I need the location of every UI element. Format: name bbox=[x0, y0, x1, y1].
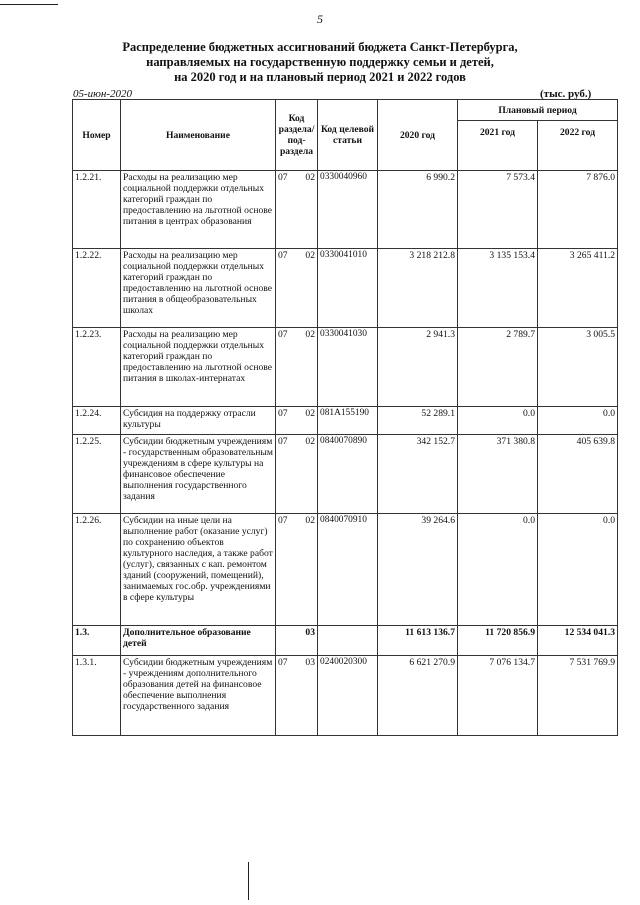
row-number: 1.2.25. bbox=[73, 435, 121, 514]
row-name: Дополнительное образование детей bbox=[121, 626, 276, 656]
row-article-code bbox=[318, 626, 378, 656]
row-value-2021: 371 380.8 bbox=[458, 435, 538, 514]
header-planned-period: Плановый период bbox=[458, 100, 618, 121]
header-name: Наименование bbox=[121, 100, 276, 171]
table-row bbox=[73, 656, 618, 736]
row-subsection: 03 bbox=[296, 656, 318, 736]
row-value-2020: 3 218 212.8 bbox=[378, 249, 458, 328]
row-value-2020: 2 941.3 bbox=[378, 328, 458, 407]
header-year-2021: 2021 год bbox=[458, 121, 538, 171]
row-value-2022: 0.0 bbox=[538, 407, 618, 435]
row-value-2021: 0.0 bbox=[458, 407, 538, 435]
row-number: 1.2.26. bbox=[73, 514, 121, 626]
row-value-2021: 11 720 856.9 bbox=[458, 626, 538, 656]
row-value-2021: 3 135 153.4 bbox=[458, 249, 538, 328]
row-value-2022: 405 639.8 bbox=[538, 435, 618, 514]
row-number: 1.2.23. bbox=[73, 328, 121, 407]
table-row bbox=[73, 435, 618, 514]
row-section: 07 bbox=[276, 435, 296, 514]
table-row bbox=[73, 407, 618, 435]
row-value-2022: 3 265 411.2 bbox=[538, 249, 618, 328]
row-name: Субсидии бюджетным учреждениям - учреждениям дополнительного образования детей на финансовое обеспечение выполнения государственного задания bbox=[121, 656, 276, 736]
table-row bbox=[73, 328, 618, 407]
top-rule bbox=[0, 4, 58, 5]
table-row bbox=[73, 249, 618, 328]
row-section: 07 bbox=[276, 328, 296, 407]
row-value-2021: 7 076 134.7 bbox=[458, 656, 538, 736]
row-subsection: 02 bbox=[296, 171, 318, 249]
row-value-2021: 2 789.7 bbox=[458, 328, 538, 407]
header-section-code: Код раздела/ под-раздела bbox=[276, 100, 318, 171]
row-section bbox=[276, 626, 296, 656]
binding-mark bbox=[248, 862, 249, 900]
row-number: 1.3.1. bbox=[73, 656, 121, 736]
row-name: Субсидии бюджетным учреждениям - государственным образовательным учреждениям в сфере культуры на финансовое обеспечение выполнения государственного задания bbox=[121, 435, 276, 514]
header-article-code: Код целевой статьи bbox=[318, 100, 378, 171]
table-row bbox=[73, 626, 618, 656]
row-section: 07 bbox=[276, 171, 296, 249]
row-value-2022: 0.0 bbox=[538, 514, 618, 626]
row-section: 07 bbox=[276, 514, 296, 626]
units-label: (тыс. руб.) bbox=[540, 88, 592, 100]
row-number: 1.2.22. bbox=[73, 249, 121, 328]
row-subsection: 03 bbox=[296, 626, 318, 656]
row-value-2021: 7 573.4 bbox=[458, 171, 538, 249]
row-section: 07 bbox=[276, 249, 296, 328]
row-subsection: 02 bbox=[296, 435, 318, 514]
table-body bbox=[73, 171, 618, 736]
row-value-2020: 39 264.6 bbox=[378, 514, 458, 626]
row-article-code: 081A155190 bbox=[318, 407, 378, 435]
row-article-code: 0330040960 bbox=[318, 171, 378, 249]
row-subsection: 02 bbox=[296, 249, 318, 328]
row-subsection: 02 bbox=[296, 328, 318, 407]
budget-table bbox=[72, 99, 618, 736]
row-article-code: 0330041030 bbox=[318, 328, 378, 407]
row-name: Субсидии на иные цели на выполнение работ (оказание услуг) по сохранению объектов культурного наследия, а также работ (услуг), связанных с кап. ремонтом зданий (сооружений, помещений), занимаемых гос.обр. учреждениями в сфере культуры bbox=[121, 514, 276, 626]
row-value-2022: 7 876.0 bbox=[538, 171, 618, 249]
table-row bbox=[73, 514, 618, 626]
title-line-2: направляемых на государственную поддержку семьи и детей, bbox=[146, 55, 494, 69]
header-number: Номер bbox=[73, 100, 121, 171]
row-section: 07 bbox=[276, 407, 296, 435]
page-number: 5 bbox=[317, 12, 323, 26]
row-section: 07 bbox=[276, 656, 296, 736]
row-subsection: 02 bbox=[296, 407, 318, 435]
document-date: 05-июн-2020 bbox=[73, 88, 133, 100]
row-value-2021: 0.0 bbox=[458, 514, 538, 626]
row-article-code: 0840070910 bbox=[318, 514, 378, 626]
row-value-2020: 11 613 136.7 bbox=[378, 626, 458, 656]
row-value-2022: 7 531 769.9 bbox=[538, 656, 618, 736]
row-value-2020: 6 990.2 bbox=[378, 171, 458, 249]
title-line-1: Распределение бюджетных ассигнований бюджета Санкт-Петербурга, bbox=[122, 40, 518, 54]
table-row bbox=[73, 171, 618, 249]
document-title bbox=[0, 40, 640, 85]
row-value-2022: 3 005.5 bbox=[538, 328, 618, 407]
row-number: 1.3. bbox=[73, 626, 121, 656]
row-value-2020: 342 152.7 bbox=[378, 435, 458, 514]
row-name: Субсидия на поддержку отрасли культуры bbox=[121, 407, 276, 435]
row-name: Расходы на реализацию мер социальной поддержки отдельных категорий граждан по предоставлению на льготной основе питания в общеобразовательных школах bbox=[121, 249, 276, 328]
row-name: Расходы на реализацию мер социальной поддержки отдельных категорий граждан по предоставлению на льготной основе питания в школах-интернатах bbox=[121, 328, 276, 407]
title-line-3: на 2020 год и на плановый период 2021 и 2022 годов bbox=[174, 70, 466, 84]
header-year-2020: 2020 год bbox=[378, 100, 458, 171]
row-name: Расходы на реализацию мер социальной поддержки отдельных категорий граждан по предоставлению на льготной основе питания в центрах образования bbox=[121, 171, 276, 249]
row-article-code: 0330041010 bbox=[318, 249, 378, 328]
row-number: 1.2.24. bbox=[73, 407, 121, 435]
row-value-2022: 12 534 041.3 bbox=[538, 626, 618, 656]
row-article-code: 0240020300 bbox=[318, 656, 378, 736]
header-year-2022: 2022 год bbox=[538, 121, 618, 171]
row-subsection: 02 bbox=[296, 514, 318, 626]
row-value-2020: 52 289.1 bbox=[378, 407, 458, 435]
row-value-2020: 6 621 270.9 bbox=[378, 656, 458, 736]
row-article-code: 0840070890 bbox=[318, 435, 378, 514]
row-number: 1.2.21. bbox=[73, 171, 121, 249]
